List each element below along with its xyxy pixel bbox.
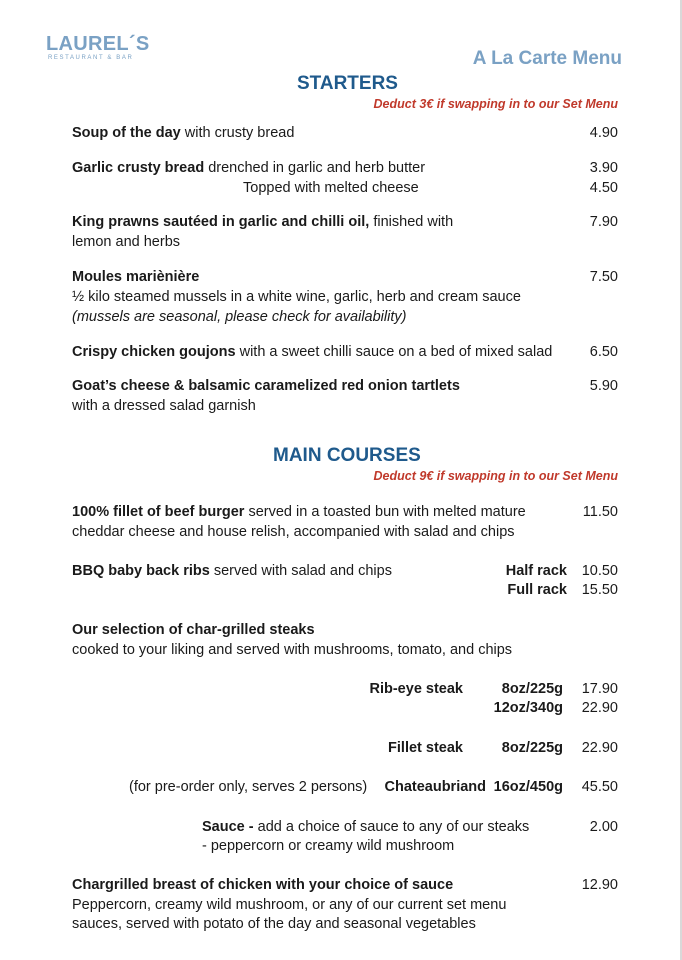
item-name: Soup of the day xyxy=(72,125,181,141)
logo-tagline: RESTAURANT & BAR xyxy=(48,55,134,61)
ribs-full-label: Full rack xyxy=(507,582,567,598)
item-desc: with crusty bread xyxy=(184,125,295,141)
starter-garlic-bread-option: Topped with melted cheese xyxy=(243,180,419,196)
ribeye-price1: 17.90 xyxy=(581,681,618,697)
item-desc: served in a toasted bun with melted mature xyxy=(248,504,526,520)
item-desc: finished with xyxy=(373,214,454,230)
starter-moules-price: 7.50 xyxy=(589,269,618,285)
starter-king-prawns-price: 7.90 xyxy=(589,214,618,230)
sauce-desc2: - peppercorn or creamy wild mushroom xyxy=(202,838,455,854)
sauce-name: Sauce - xyxy=(202,819,254,835)
starter-chicken-goujons xyxy=(72,342,552,362)
fillet-price: 22.90 xyxy=(581,740,618,756)
starter-soup xyxy=(72,123,294,143)
sauce-option xyxy=(202,817,529,837)
main-chicken-name: Chargrilled breast of chicken with your choice of sauce xyxy=(72,877,454,893)
starters-title: STARTERS xyxy=(297,73,398,94)
sauce-price: 2.00 xyxy=(589,819,618,835)
starter-goats-cheese-name: Goat’s cheese & balsamic caramelized red onion tartlets xyxy=(72,378,460,394)
chateaubriand-size: 16oz/450g xyxy=(493,779,563,795)
item-name: 100% fillet of beef burger xyxy=(72,504,245,520)
item-desc: with a sweet chilli sauce on a bed of mixed salad xyxy=(239,344,553,360)
main-burger-price: 11.50 xyxy=(582,504,618,520)
ribeye-price2: 22.90 xyxy=(581,700,618,716)
item-name: King prawns sautéed in garlic and chilli oil, xyxy=(72,214,370,230)
fillet-size: 8oz/225g xyxy=(501,740,563,756)
ribeye-size1: 8oz/225g xyxy=(501,681,563,697)
main-burger-desc2: cheddar cheese and house relish, accompanied with salad and chips xyxy=(72,524,515,540)
starter-garlic-bread-option-price: 4.50 xyxy=(589,180,618,196)
ribs-full-price: 15.50 xyxy=(581,582,618,598)
starter-moules-desc: ½ kilo steamed mussels in a white wine, garlic, herb and cream sauce xyxy=(72,289,521,305)
starter-king-prawns xyxy=(72,212,453,232)
ribeye-name: Rib-eye steak xyxy=(369,681,463,697)
item-desc: served with salad and chips xyxy=(213,563,392,579)
main-ribs xyxy=(72,561,392,581)
sauce-desc: add a choice of sauce to any of our steaks xyxy=(257,819,530,835)
starter-garlic-bread xyxy=(72,158,425,178)
ribs-half-label: Half rack xyxy=(505,563,567,579)
item-name: BBQ baby back ribs xyxy=(72,563,210,579)
steaks-heading: Our selection of char-grilled steaks xyxy=(72,622,315,638)
logo-name: LAUREL´S xyxy=(46,33,150,55)
starter-soup-price: 4.90 xyxy=(589,125,618,141)
starter-chicken-goujons-price: 6.50 xyxy=(589,344,618,360)
item-desc: drenched in garlic and herb butter xyxy=(208,160,426,176)
chateaubriand-price: 45.50 xyxy=(581,779,618,795)
starter-king-prawns-desc2: lemon and herbs xyxy=(72,234,181,250)
mains-deduct-note: Deduct 9€ if swapping in to our Set Menu xyxy=(373,469,618,483)
starter-garlic-bread-price: 3.90 xyxy=(589,160,618,176)
fillet-name: Fillet steak xyxy=(388,740,463,756)
chateaubriand-note: (for pre-order only, serves 2 persons) xyxy=(129,779,368,795)
main-chicken-desc: Peppercorn, creamy wild mushroom, or any of our current set menu xyxy=(72,897,507,913)
steaks-desc: cooked to your liking and served with mushrooms, tomato, and chips xyxy=(72,642,513,658)
chateaubriand-name: Chateaubriand xyxy=(384,779,486,795)
ribeye-size2: 12oz/340g xyxy=(493,700,563,716)
starter-goats-cheese-desc: with a dressed salad garnish xyxy=(72,398,256,414)
main-burger xyxy=(72,502,526,522)
starters-deduct-note: Deduct 3€ if swapping in to our Set Menu xyxy=(373,97,618,111)
menu-title: A La Carte Menu xyxy=(472,48,622,69)
ribs-half-price: 10.50 xyxy=(581,563,618,579)
starter-moules-name: Moules mariènière xyxy=(72,269,200,285)
item-name: Crispy chicken goujons xyxy=(72,344,236,360)
item-name: Garlic crusty bread xyxy=(72,160,205,176)
main-chicken-desc2: sauces, served with potato of the day and seasonal vegetables xyxy=(72,916,476,932)
starter-goats-cheese-price: 5.90 xyxy=(589,378,618,394)
mains-title: MAIN COURSES xyxy=(273,445,421,466)
restaurant-logo xyxy=(46,34,156,62)
main-chicken-price: 12.90 xyxy=(581,877,618,893)
starter-moules-note: (mussels are seasonal, please check for availability) xyxy=(72,309,407,325)
